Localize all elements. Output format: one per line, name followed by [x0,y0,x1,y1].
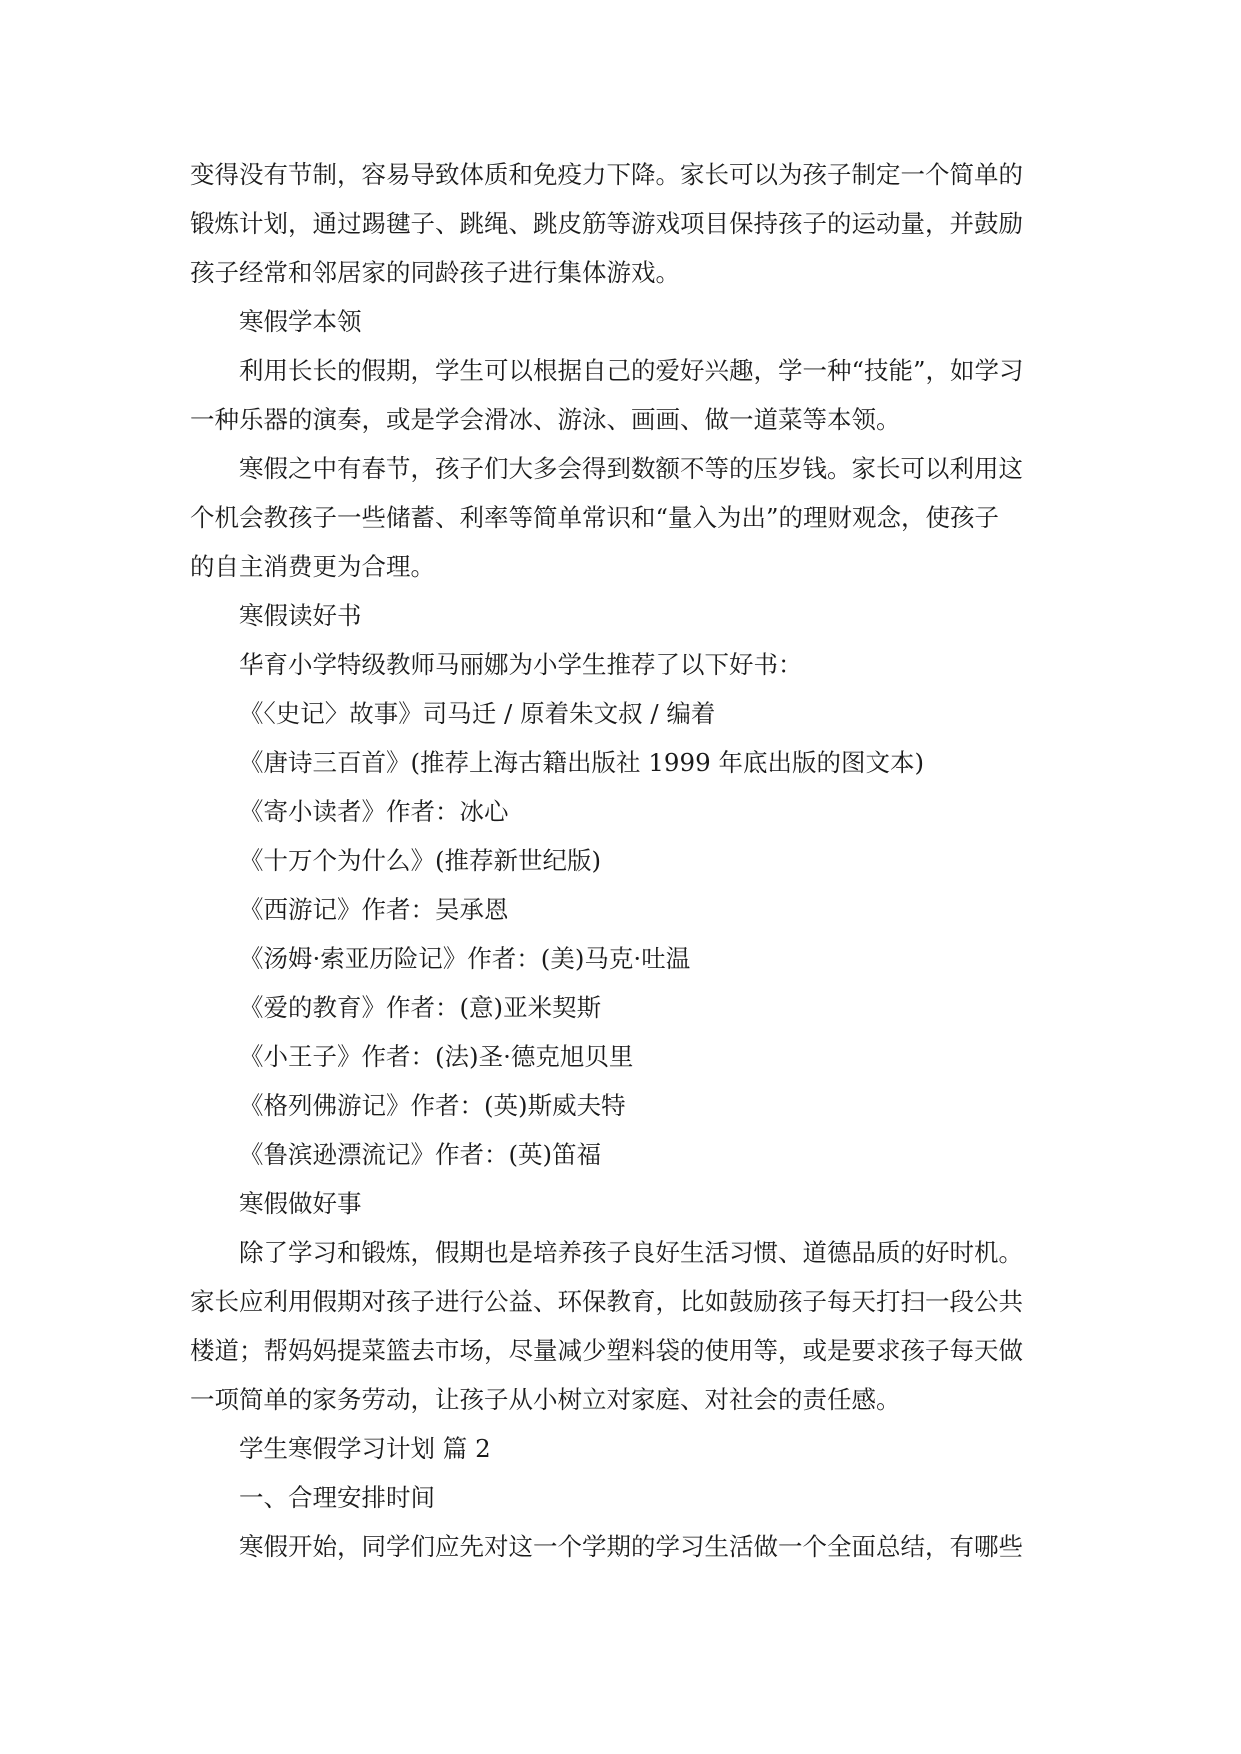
text-line: 孩子经常和邻居家的同龄孩子进行集体游戏。 [190,258,680,287]
text-line: 寒假读好书 [239,601,362,630]
text-line: 个机会教孩子一些储蓄、利率等简单常识和“量入为出”的理财观念，使孩子 [190,503,1000,532]
text-line: 学生寒假学习计划 篇 2 [239,1434,491,1463]
text-line: 的自主消费更为合理。 [190,552,435,581]
text-line: 一项简单的家务劳动，让孩子从小树立对家庭、对社会的责任感。 [190,1385,901,1414]
text-line: 《鲁滨逊漂流记》作者：(英)笛福 [239,1140,602,1169]
text-line: 寒假开始，同学们应先对这一个学期的学习生活做一个全面总结，有哪些 [239,1532,1023,1561]
text-line: 《西游记》作者：吴承恩 [239,895,509,924]
text-line: 《爱的教育》作者：(意)亚米契斯 [239,993,602,1022]
text-line: 《唐诗三百首》(推荐上海古籍出版社 1999 年底出版的图文本) [239,748,925,777]
text-line: 寒假学本领 [239,307,362,336]
text-line: 除了学习和锻炼，假期也是培养孩子良好生活习惯、道德品质的好时机。 [239,1238,1023,1267]
text-line: 华育小学特级教师马丽娜为小学生推荐了以下好书： [239,650,803,679]
text-line: 寒假做好事 [239,1189,362,1218]
text-line: 家长应利用假期对孩子进行公益、环保教育，比如鼓励孩子每天打扫一段公共 [190,1287,1023,1316]
text-line: 《十万个为什么》(推荐新世纪版) [239,846,602,875]
text-line: 一种乐器的演奏，或是学会滑冰、游泳、画画、做一道菜等本领。 [190,405,901,434]
text-line: 《汤姆·索亚历险记》作者：(美)马克·吐温 [239,944,691,973]
text-line: 楼道；帮妈妈提菜篮去市场，尽量减少塑料袋的使用等，或是要求孩子每天做 [190,1336,1023,1365]
text-line: 锻炼计划，通过踢毽子、跳绳、跳皮筋等游戏项目保持孩子的运动量，并鼓励 [190,209,1023,238]
text-line: 《小王子》作者：(法)圣·德克旭贝里 [239,1042,634,1071]
text-line: 变得没有节制，容易导致体质和免疫力下降。家长可以为孩子制定一个简单的 [190,160,1023,189]
text-line: 一、合理安排时间 [239,1483,435,1512]
document-body [190,150,1060,1571]
text-line: 利用长长的假期，学生可以根据自己的爱好兴趣，学一种“技能”，如学习 [239,356,1024,385]
text-line: 《格列佛游记》作者：(英)斯威夫特 [239,1091,626,1120]
text-line: 寒假之中有春节，孩子们大多会得到数额不等的压岁钱。家长可以利用这 [239,454,1023,483]
text-line: 《〈史记〉故事》司马迁 / 原着朱文叔 / 编着 [239,699,716,728]
text-line: 《寄小读者》作者：冰心 [239,797,509,826]
